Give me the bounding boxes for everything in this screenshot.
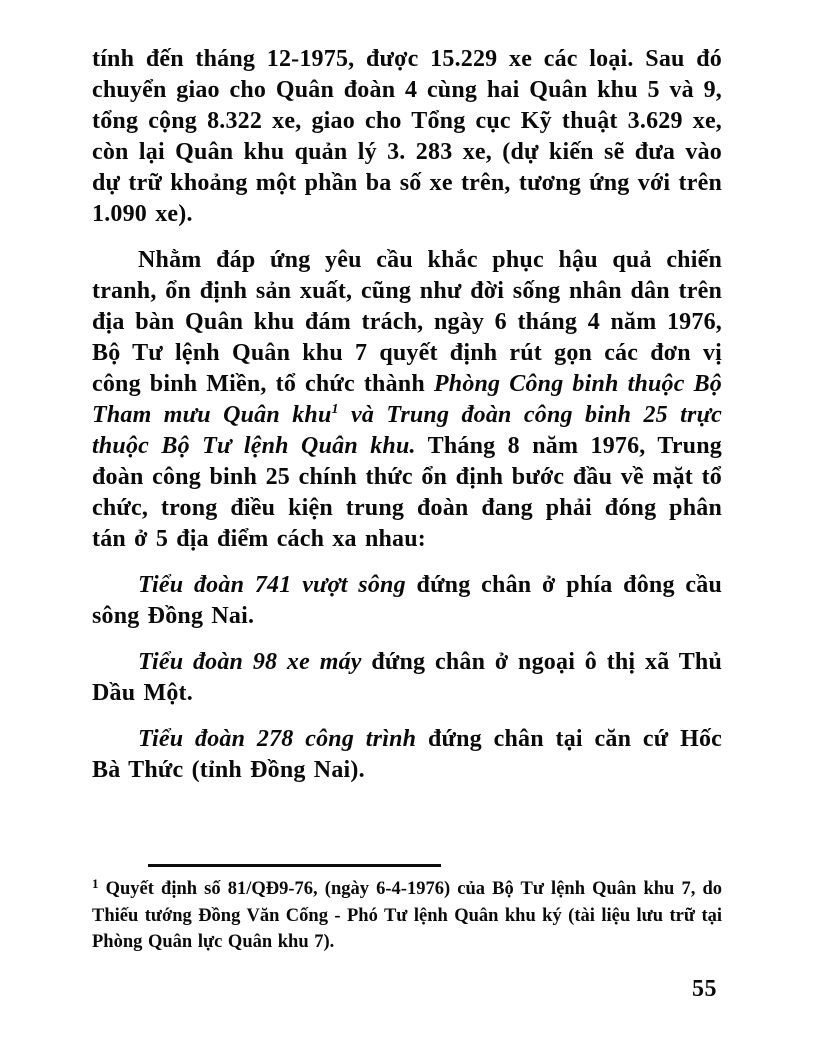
emphasis-run: Tiểu đoàn 98 xe máy [138, 649, 362, 675]
footnote [92, 876, 722, 956]
page-number: 55 [692, 976, 717, 1002]
footnote-text: Quyết định số 81/QĐ9-76, (ngày 6-4-1976) của Bộ Tư lệnh Quân khu 7, do Thiếu tướng Đồng Văn Cống - Phó Tư lệnh Quân khu ký (tài liệu lưu trữ tại Phòng Quân lực Quân khu 7). [92, 879, 722, 952]
text-run: đứng chân tại căn cứ Hốc Bà Thức (tỉnh Đồng Nai). [92, 726, 722, 783]
paragraph-1 [92, 44, 722, 230]
page-body [92, 44, 722, 786]
emphasis-run: Phòng Công binh thuộc Bộ Tham mưu Quân khu [92, 371, 722, 428]
paragraph-5 [92, 724, 722, 786]
text-run: đứng chân ở phía đông cầu sông Đồng Nai. [92, 572, 722, 629]
text-run: Nhằm đáp ứng yêu cầu khắc phục hậu quả chiến tranh, ổn định sản xuất, cũng như đời sống nhân dân trên địa bàn Quân khu đám trách, ngày 6 tháng 4 năm 1976, Bộ Tư lệnh Quân khu 7 quyết định rút gọn các đơn vị công binh Miền, tổ chức thành [92, 247, 722, 397]
paragraph-2 [92, 245, 722, 555]
emphasis-run: Tiểu đoàn 741 vượt sông [138, 572, 406, 598]
footnote-marker: 1 [92, 876, 99, 891]
footnote-reference: 1 [331, 402, 339, 417]
text-run: đứng chân ở ngoại ô thị xã Thủ Dầu Một. [92, 649, 723, 706]
paragraph-4 [92, 647, 722, 709]
text-run: tính đến tháng 12-1975, được 15.229 xe các loại. Sau đó chuyển giao cho Quân đoàn 4 cùng hai Quân khu 5 và 9, tổng cộng 8.322 xe, giao cho Tổng cục Kỹ thuật 3.629 xe, còn lại Quân khu quản lý 3. 283 xe, (dự kiến sẽ đưa vào dự trữ khoảng một phần ba số xe trên, tương ứng với trên 1.090 xe). [92, 46, 722, 227]
emphasis-run: Tiểu đoàn 278 công trình [138, 726, 417, 752]
emphasis-run: và Trung đoàn công binh 25 trực thuộc Bộ Tư lệnh Quân khu. [92, 402, 722, 459]
footnote-divider [148, 864, 441, 867]
paragraph-3 [92, 570, 722, 632]
text-run: Tháng 8 năm 1976, Trung đoàn công binh 25 chính thức ổn định bước đầu về mặt tổ chức, trong điều kiện trung đoàn đang phải đóng phân tán ở 5 địa điểm cách xa nhau: [92, 433, 722, 552]
